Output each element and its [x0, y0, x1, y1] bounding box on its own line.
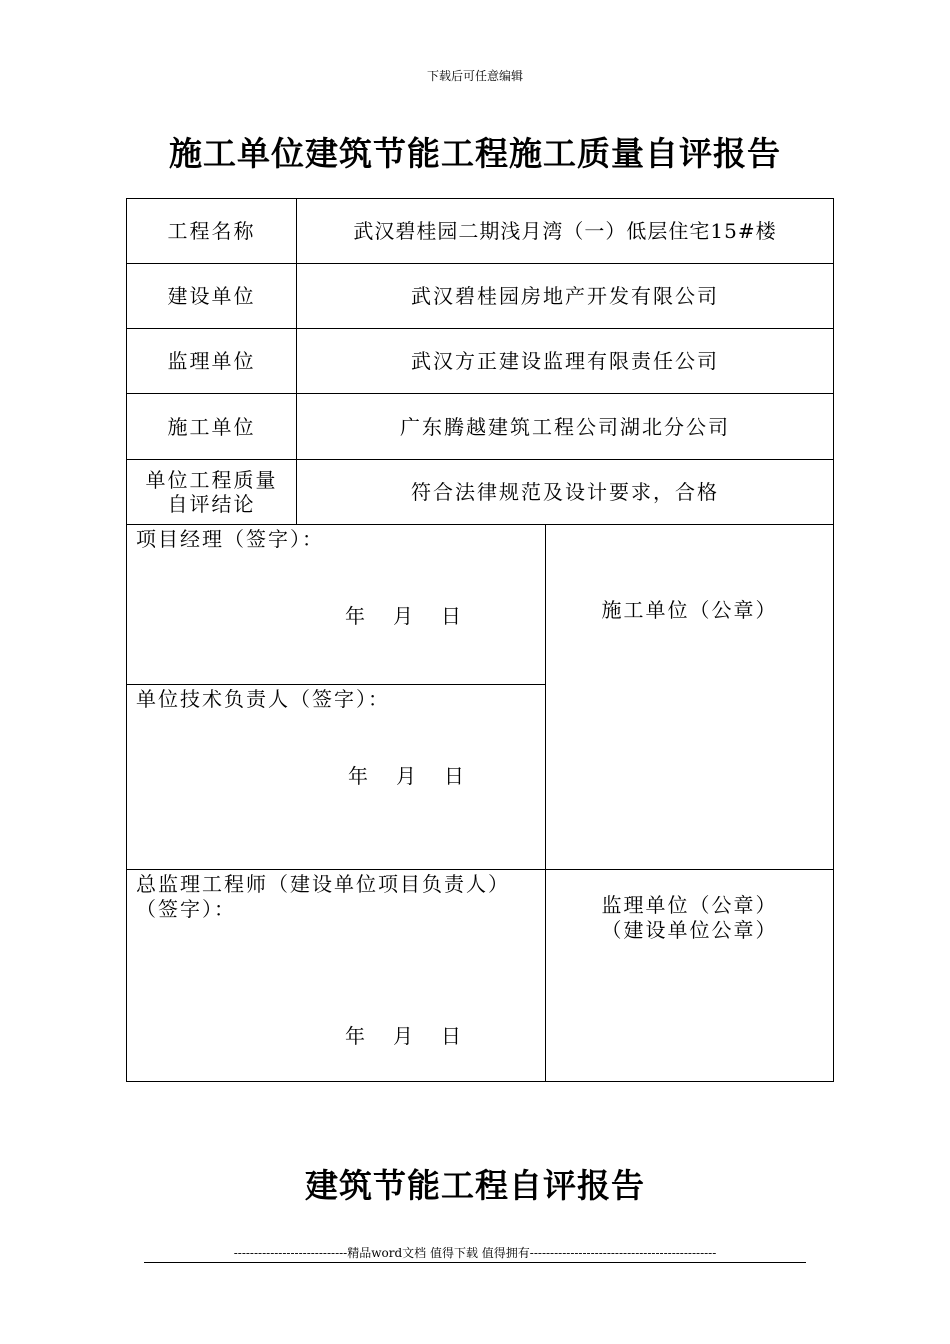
- construction-seal-label: 施工单位（公章）: [601, 598, 778, 622]
- label-supervisor: 监理单位: [167, 349, 256, 373]
- label-developer: 建设单位: [167, 284, 256, 308]
- date-year: 年: [348, 764, 368, 788]
- date-line: [345, 1020, 461, 1049]
- supervision-seal-line2: （建设单位公章）: [601, 918, 778, 942]
- footer-rule: [144, 1262, 806, 1263]
- section-title: 建筑节能工程自评报告: [305, 1166, 645, 1205]
- value-project-name: 武汉碧桂园二期浅月湾（一）低层住宅15#楼: [353, 219, 777, 243]
- date-month: 月: [393, 604, 413, 628]
- value-contractor: 广东腾越建筑工程公司湖北分公司: [400, 414, 730, 439]
- label-quality-conclusion-line1: 单位工程质量: [145, 468, 278, 492]
- tech-leader-signature-label: 单位技术负责人（签字）：: [136, 687, 390, 711]
- label-quality-conclusion-line2: 自评结论: [167, 492, 256, 516]
- date-day: 日: [441, 604, 461, 628]
- value-supervisor: 武汉方正建设监理有限责任公司: [411, 349, 719, 373]
- date-month: 月: [393, 1024, 413, 1048]
- date-line: [348, 760, 464, 789]
- label-contractor: 施工单位: [167, 414, 256, 439]
- table-border-right: [833, 198, 834, 1081]
- label-project-name: 工程名称: [167, 219, 256, 243]
- value-quality-conclusion: 符合法律规范及设计要求，合格: [411, 480, 719, 504]
- label-quality-conclusion: [127, 460, 296, 524]
- date-day: 日: [444, 764, 464, 788]
- date-day: 日: [441, 1024, 461, 1048]
- supervision-seal-line1: 监理单位（公章）: [601, 893, 778, 917]
- chief-supervisor-signature-label-line2: （签字）：: [136, 897, 236, 921]
- row-divider: [126, 869, 834, 870]
- page-title: 施工单位建筑节能工程施工质量自评报告: [169, 134, 781, 173]
- value-developer: 武汉碧桂园房地产开发有限公司: [411, 284, 719, 308]
- date-month: 月: [396, 764, 416, 788]
- date-line: [345, 600, 461, 629]
- header-note: 下载后可任意编辑: [426, 69, 523, 83]
- supervision-seal-label: [546, 893, 833, 945]
- table-border-bottom: [126, 1081, 834, 1082]
- chief-supervisor-signature-label-line1: 总监理工程师（建设单位项目负责人）: [136, 872, 510, 896]
- footer-text: ----------------------------精品word文档 值得下载 值得拥有----------------------------------------------: [233, 1246, 717, 1260]
- date-year: 年: [345, 604, 365, 628]
- row-divider: [126, 684, 545, 685]
- date-year: 年: [345, 1024, 365, 1048]
- project-manager-signature-label: 项目经理（签字）：: [136, 527, 324, 551]
